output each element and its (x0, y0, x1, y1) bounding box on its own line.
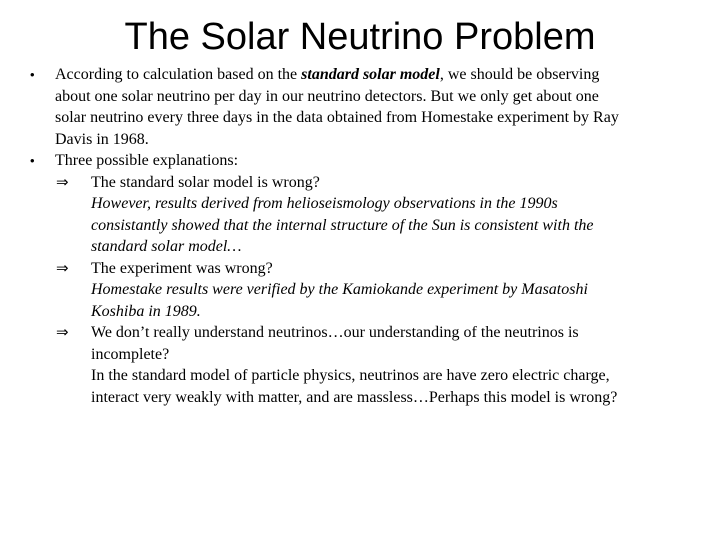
explanation2-detail-line1: Homestake results were verified by the Kamiokande experiment by Masatoshi (91, 281, 588, 298)
explanation1-detail-line1: However, results derived from helioseismology observations in the 1990s (91, 195, 558, 212)
explanation2-heading: The experiment was wrong? (91, 259, 273, 277)
standard-solar-model-emphasis: standard solar model (301, 66, 440, 83)
bullet2-text: Three possible explanations: (55, 152, 239, 169)
slide-title: The Solar Neutrino Problem (124, 16, 596, 58)
explanation1-detail-line2: consistantly showed that the internal structure of the Sun is consistent with the (91, 216, 594, 234)
implies-arrow-icon: ⇒ (56, 323, 69, 341)
bullet-glyph: • (30, 153, 35, 168)
bullet1-post: , we should be observing (439, 66, 600, 83)
explanation3-heading-line1: We don’t really understand neutrinos…our understanding of the neutrinos is (91, 324, 579, 341)
implies-arrow-icon: ⇒ (56, 258, 69, 277)
bullet1-line2: about one solar neutrino per day in our neutrino detectors. But we only get about one (55, 87, 599, 105)
explanation3-detail-line2: interact very weakly with matter, and are massless…Perhaps this model is wrong? (91, 388, 618, 406)
explanation3-heading-line2: incomplete? (91, 345, 170, 363)
bullet-glyph: • (30, 67, 35, 82)
bullet1-line1 (55, 64, 685, 86)
bullet1-line3: solar neutrino every three days in the data obtained from Homestake experiment by Ray (55, 109, 619, 126)
explanation3-detail-line1: In the standard model of particle physics, neutrinos are have zero electric charge, (91, 367, 610, 384)
explanation1-detail-line3: standard solar model… (91, 238, 242, 255)
bullet1-pre: According to calculation based on the (55, 66, 302, 83)
explanation1-heading: The standard solar model is wrong? (91, 173, 320, 191)
explanation2-detail-line2: Koshiba in 1989. (91, 302, 201, 320)
implies-arrow-icon: ⇒ (56, 172, 69, 191)
bullet1-line4: Davis in 1968. (55, 130, 149, 148)
